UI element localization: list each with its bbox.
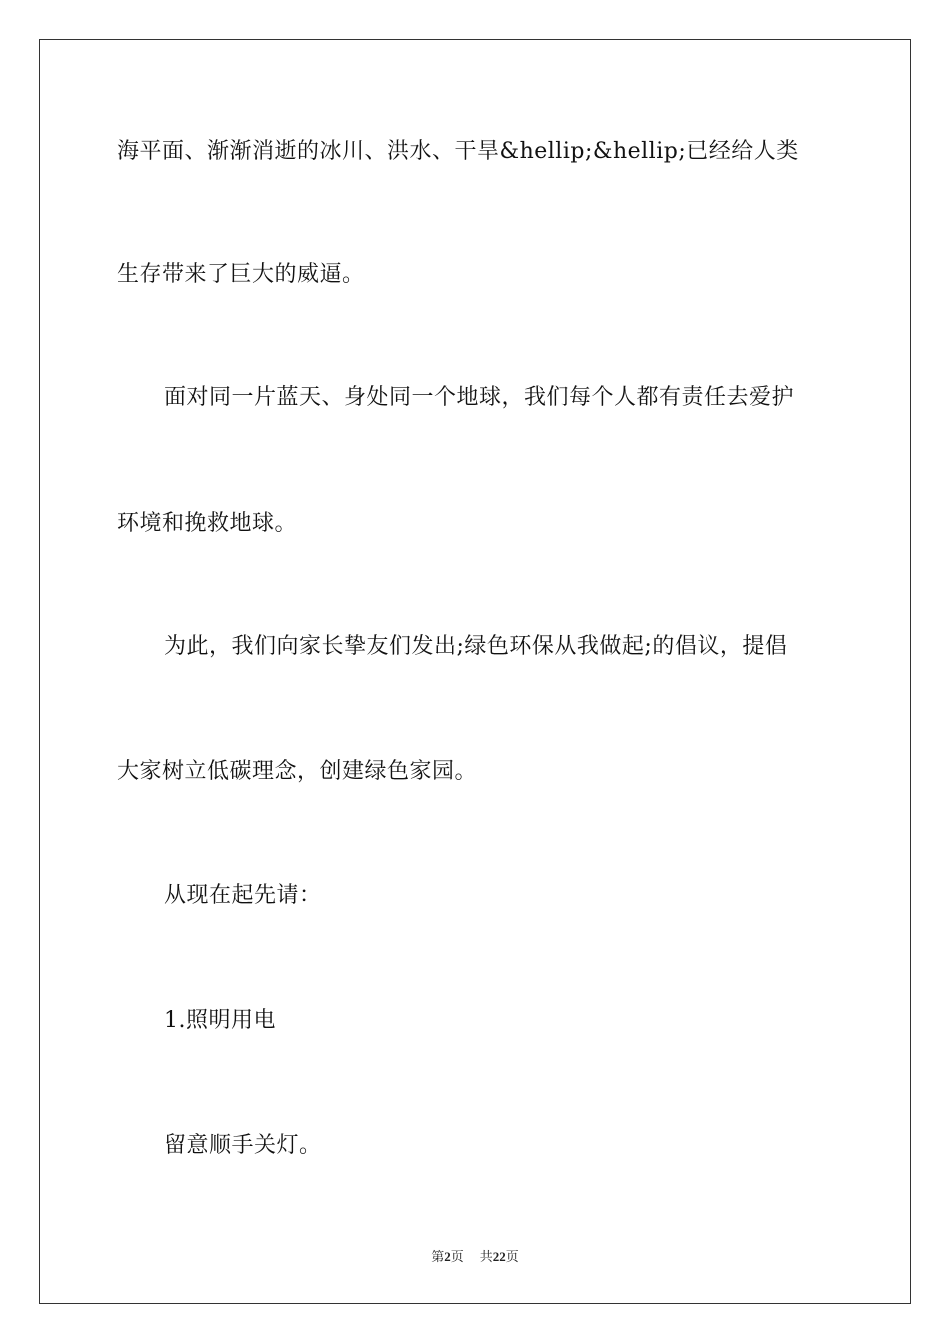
footer-total-prefix: 共 <box>479 1249 493 1264</box>
paragraph-line-3: 面对同一片蓝天、身处同一个地球，我们每个人都有责任去爱护 <box>164 385 795 410</box>
footer-total-pages: 22 <box>492 1249 506 1264</box>
paragraph-line-7: 从现在起先请： <box>164 883 322 908</box>
paragraph-line-1: 海平面、渐渐消逝的冰川、洪水、干旱&hellip;&hellip;已经给人类 <box>117 139 799 164</box>
page-border <box>39 39 911 1304</box>
paragraph-line-5: 为此，我们向家长挚友们发出;绿色环保从我做起;的倡议，提倡 <box>164 634 788 659</box>
footer-page-number: 2 <box>444 1249 451 1264</box>
paragraph-line-6: 大家树立低碳理念，创建绿色家园。 <box>117 759 478 784</box>
footer-page-prefix: 第 <box>431 1249 445 1264</box>
list-item-heading: 1.照明用电 <box>164 1008 276 1033</box>
paragraph-line-2: 生存带来了巨大的威逼。 <box>117 262 365 287</box>
paragraph-line-4: 环境和挽救地球。 <box>117 511 298 536</box>
page-footer <box>0 1246 950 1265</box>
footer-page-suffix: 页 <box>450 1249 464 1264</box>
footer-total-suffix: 页 <box>505 1249 519 1264</box>
paragraph-line-9: 留意顺手关灯。 <box>164 1133 322 1158</box>
